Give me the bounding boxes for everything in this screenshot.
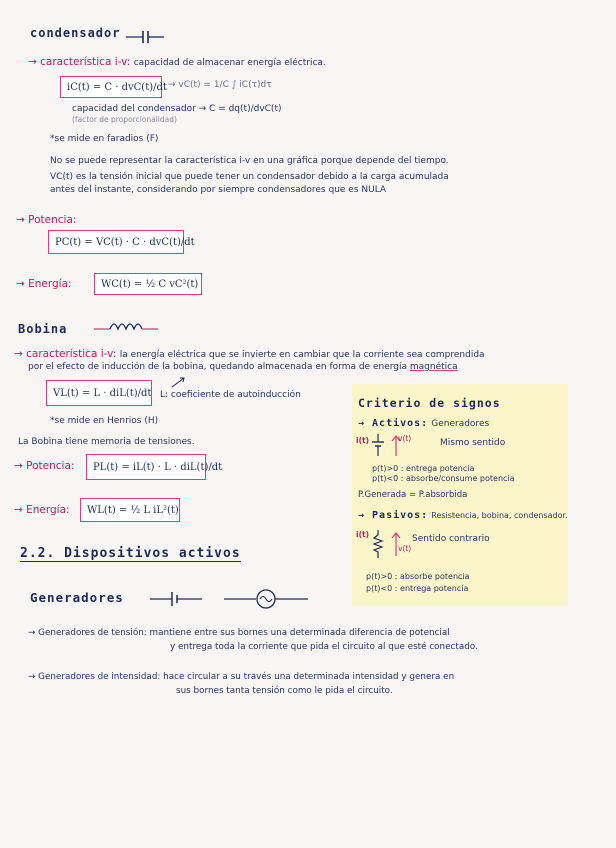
battery-icon [150,590,204,608]
energia-l-box: WL(t) = ½ L iL²(t) [80,498,180,522]
pasivos-v: v(t) [398,544,412,553]
bobina-carac-text2-end: magnética [409,362,458,372]
formula-vc: → vC(t) = 1/C ∫ iC(τ)dτ [168,80,272,90]
condensador-energia-label: → Energía: [16,278,72,290]
energia-c-box: WC(t) = ½ C vC²(t) [94,273,202,295]
arrow-up-icon [170,376,190,388]
bobina-potencia-label: → Potencia: [14,460,75,472]
cap-label: capacidad del condensador → C = dq(t)/dvC(t) [72,104,282,114]
condensador-unit: *se mide en faradios (F) [50,134,159,144]
generadores-title: Generadores [30,590,124,605]
activos-p1: p(t)>0 : entrega potencia [372,464,475,473]
condensador-carac-text: capacidad de almacenar energía eléctrica. [133,58,326,68]
pasivos-label: → Pasivos: [358,510,429,521]
bobina-energia-label: → Energía: [14,504,70,516]
potencia-l-box: PL(t) = iL(t) · L · diL(t)/dt [86,454,206,480]
potencia-c-box: PC(t) = VC(t) · C · dvC(t)/dt [48,230,184,254]
intensidad-line1: → Generadores de intensidad: hace circular a su través una determinada intensidad y genera en [28,672,455,682]
pasivos-p1: p(t)>0 : absorbe potencia [366,572,470,581]
condensador-line2: VC(t) es la tensión inicial que puede tener un condensador debido a la carga acumulada [50,172,449,182]
ac-source-icon [224,588,310,610]
faded-note: (factor de proporcionalidad) [72,115,177,124]
pasivos-sentido: Sentido contrario [412,534,490,544]
bobina-carac-label: → característica i-v: [14,348,117,360]
condensador-carac-label: → característica i-v: [28,56,131,68]
condensador-title: condensador [30,26,121,40]
bobina-carac-text1: la energía eléctrica que se invierte en cambiar que la corriente sea comprendida [119,350,485,360]
bobina-title: Bobina [18,322,68,336]
tension-line2: y entrega toda la corriente que pida el circuito al que esté conectado. [170,642,478,652]
bobina-unit: *se mide en Henrios (H) [50,416,159,426]
activos-text: Generadores [431,419,490,429]
activos-mismo: Mismo sentido [440,438,506,448]
tension-line1: → Generadores de tensión: mantiene entre sus bornes una determinada diferencia de potencial [28,628,450,638]
activos-v: v(t) [398,434,412,443]
activos-label: → Activos: [358,418,429,429]
condensador-line3: antes del instante, considerando por siempre condensadores que es NULA [50,185,387,195]
intensidad-line2: sus bornes tanta tensión como le pida el circuito. [176,686,393,696]
bobina-carac-text2: por el efecto de inducción de la bobina, quedando almacenada en forma de energía [28,362,408,372]
formula-ic-box: iC(t) = C · dvC(t)/dt [60,76,162,98]
section-dispositivos: 2.2. Dispositivos activos [20,546,241,561]
bobina-memoria: La Bobina tiene memoria de tensiones. [18,437,195,447]
capacitor-icon [126,30,166,44]
condensador-potencia-label: → Potencia: [16,214,77,226]
pasivos-p2: p(t)<0 : entrega potencia [366,584,469,593]
activos-i: i(t) [356,436,370,445]
l-note: L: coeficiente de autoinducción [160,390,301,400]
condensador-line1: No se puede representar la característica i-v en una gráfica porque depende del tiempo. [50,156,449,166]
inductor-icon [94,320,160,334]
formula-vl-box: VL(t) = L · diL(t)/dt [46,380,152,406]
pasivos-text: Resistencia, bobina, condensador. [431,511,568,520]
criterio-title: Criterio de signos [358,396,501,410]
pasivos-i: i(t) [356,530,370,539]
activos-p2: p(t)<0 : absorbe/consume potencia [372,474,515,483]
generado: P.Generada = P.absorbida [358,490,468,500]
